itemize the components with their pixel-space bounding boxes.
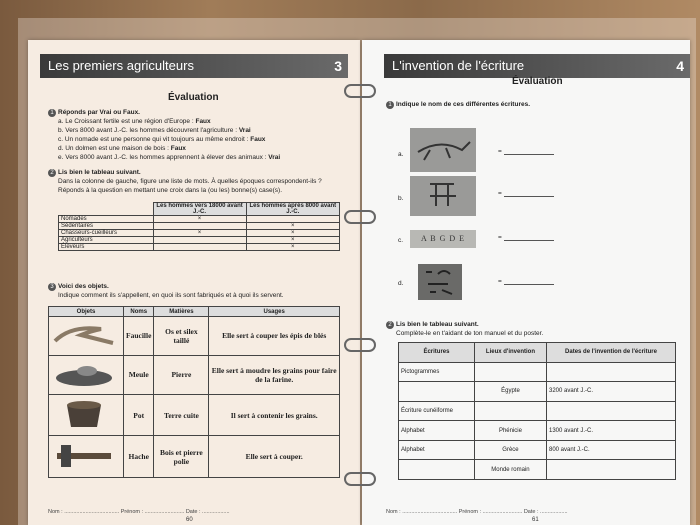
left-chapter-number: 3 [334,58,342,74]
axe-icon [51,441,117,471]
table-row: Meule Pierre Elle sert à moudre les grains pour faire de la farine. [49,355,340,394]
instruction: Complète-le en t'aidant de ton manuel et du poster. [396,330,544,337]
instruction: Réponds à la question en mettant une croix dans la (ou les) bonne(s) case(s). [58,187,283,194]
instruction: Dans la colonne de gauche, figure une liste de mots. À quelles époques correspondent-ils ? [58,178,322,185]
answer-line-a[interactable]: = [498,148,554,155]
table-row: Éleveurs × [59,244,340,251]
question-e: e. Vers 8000 avant J.-C. les hommes apprennent à élever des animaux : Vrai [58,154,281,161]
table-row: Nomades × [59,216,340,223]
table-row: Agriculteurs × [59,237,340,244]
section-title: Indique le nom de ces différentes écritures. [396,101,531,108]
table-row: Pot Terre cuite Il sert à contenir les grains. [49,394,340,436]
right-title: L'invention de l'écriture [392,58,525,73]
section-badge: 2 [48,169,56,177]
table-row: Égypte 3200 avant J.-C. [399,382,676,402]
hieroglyph-image [418,264,462,300]
section-title: Lis bien le tableau suivant. [58,169,141,176]
writing-table: Écritures Lieux d'invention Dates de l'invention de l'écriture Pictogrammes Égypte 3200 avant J.-C. Écriture cunéiforme Alphabet Phénicie 1300 avant J.-C. Alphabet Grèce 800 avant J.-C. Monde romain [398,342,676,480]
column-header: Les hommes vers 18000 avant J.-C. [153,203,246,216]
right-page-number: 61 [532,517,539,523]
left-section-1 [48,108,348,162]
answer-line-b[interactable]: = [498,190,554,197]
item-label: b. [398,195,404,202]
right-section-1 [386,100,676,109]
left-footer: Nom : .................................... Prénom : .......................... Date : .................. [48,509,230,515]
right-banner [384,54,690,78]
question-c: c. Un nomade est une personne qui vit toujours au même endroit : Faux [58,136,266,143]
right-section-2 [386,320,676,338]
pictogram-image [410,128,476,172]
answer-line-d[interactable]: = [498,278,554,285]
binder-ring [344,210,376,224]
binder-ring [344,84,376,98]
table-row: Faucille Os et silex taillé Elle sert à couper les épis de blés [49,317,340,356]
instruction: Indique comment ils s'appellent, en quoi ils sont fabriqués et à quoi ils servent. [58,292,284,299]
cuneiform-image [410,176,476,216]
section-title: Réponds par Vrai ou Faux. [58,109,140,116]
binder-ring [344,472,376,486]
left-page [28,40,360,525]
left-eval-heading: Évaluation [168,92,219,103]
objects-table: Objets Noms Matières Usages Faucille Os et silex taillé Elle sert à couper les épis de blés Meule Pierre Elle sert à moudre les grains pour faire de la farine. Pot Terre cuite Il sert à contenir les grains. Hache Bois et pierre polie Elle sert à couper. [48,306,340,478]
table-row: Chasseurs-cueilleurs × × [59,230,340,237]
column-header: Les hommes après 8000 avant J.-C. [246,203,339,216]
binder-ring [344,338,376,352]
question-b: b. Vers 8000 avant J.-C. les hommes découvrent l'agriculture : Vrai [58,127,251,134]
table-row: Écriture cunéiforme [399,401,676,421]
right-chapter-number: 4 [676,58,684,74]
table-row: Alphabet Grèce 800 avant J.-C. [399,440,676,460]
section-badge: 1 [386,101,394,109]
table-row: Hache Bois et pierre polie Elle sert à couper. [49,436,340,478]
pot-icon [51,399,117,429]
table-row: Alphabet Phénicie 1300 avant J.-C. [399,421,676,441]
table-row: Sédentaires × [59,223,340,230]
item-label: c. [398,237,404,244]
left-section-2 [48,168,353,195]
right-eval-heading: Évaluation [512,76,563,87]
left-page-number: 60 [186,517,193,523]
item-label: a. [398,151,404,158]
table-row: Monde romain [399,460,676,480]
section-badge: 2 [386,321,394,329]
right-footer: Nom : .................................... Prénom : .......................... Date : .................. [386,509,568,515]
right-page [362,40,690,525]
table-row: Pictogrammes [399,362,676,382]
question-d: d. Un dolmen est une maison de bois : Faux [58,145,186,152]
item-label: d. [398,280,404,287]
grinding-stone-icon [51,360,117,388]
answer-line-c[interactable]: = [498,234,554,241]
section-badge: 3 [48,283,56,291]
left-title: Les premiers agriculteurs [48,58,194,73]
epochs-table [58,202,340,251]
section-badge: 1 [48,109,56,117]
left-section-3 [48,282,353,300]
left-banner [40,54,348,78]
question-a: a. Le Croissant fertile est une région d'Europe : Faux [58,118,211,125]
section-title: Lis bien le tableau suivant. [396,321,479,328]
section-title: Voici des objets. [58,283,109,290]
alphabet-image: A B G D E [410,230,476,248]
sickle-icon [51,321,117,349]
